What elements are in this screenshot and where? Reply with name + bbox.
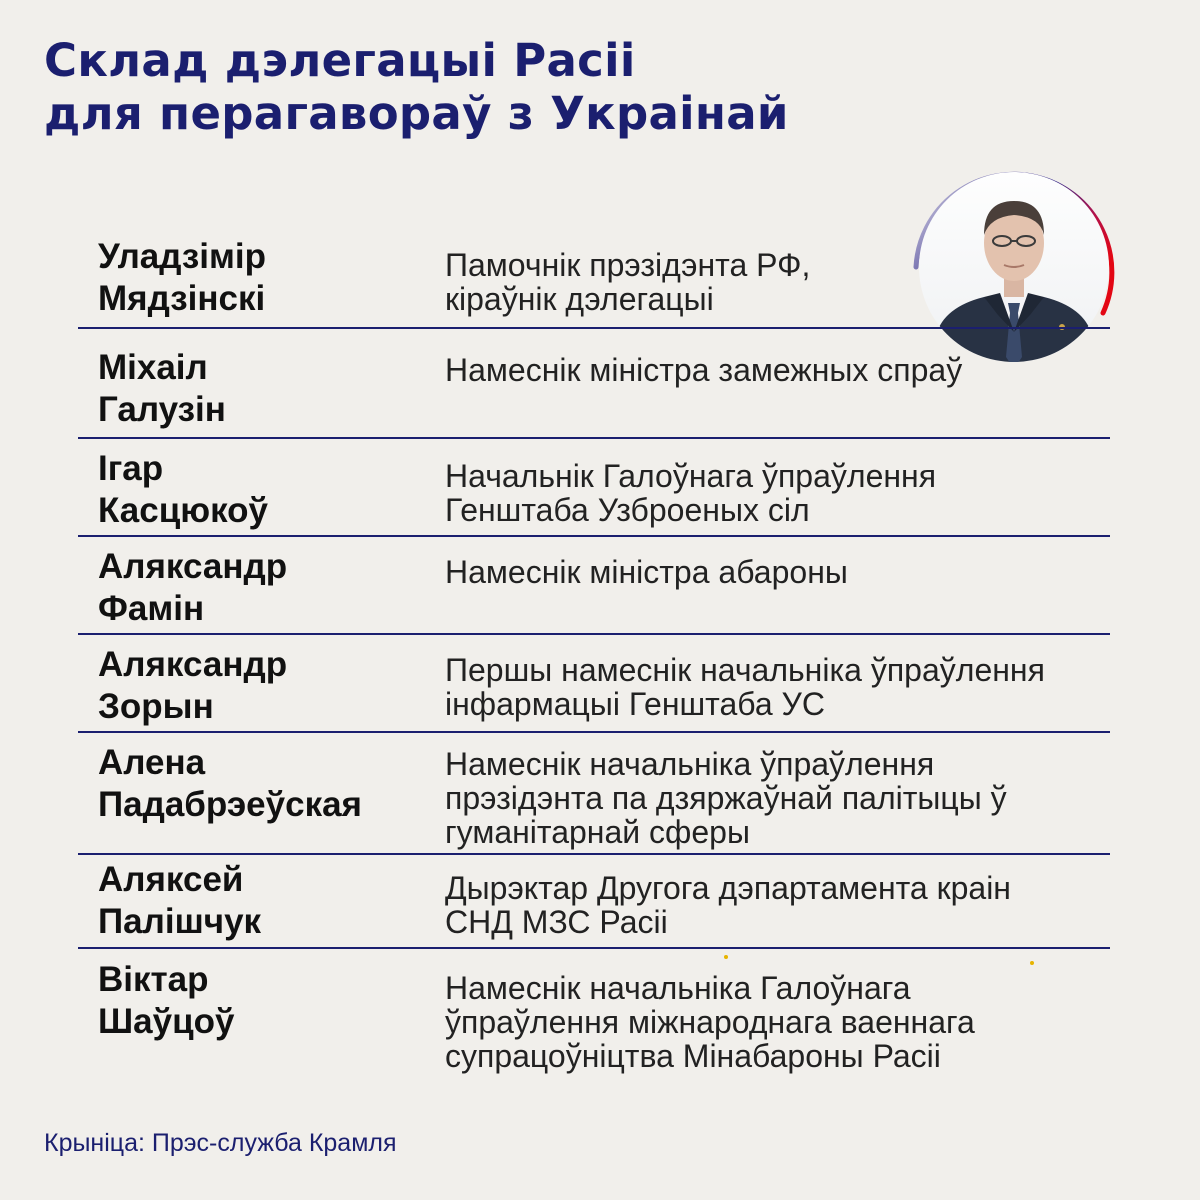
member-role: Першы намеснік начальніка ўпраўлення інфармацыі Генштаба УС	[445, 652, 1045, 722]
member-role: Дырэктар Другога дэпартамента краін СНД МЗС Расіі	[445, 870, 1011, 940]
decorative-dot	[1030, 961, 1034, 965]
list-item	[78, 537, 1110, 635]
member-name: Аляксандр Фамін	[98, 547, 288, 628]
member-name: Аляксей Палішчук	[98, 860, 262, 941]
member-name: Міхаіл Галузін	[98, 348, 226, 429]
member-role: Намеснік міністра замежных спраў	[445, 352, 963, 388]
member-name: Віктар Шаўцоў	[98, 960, 235, 1041]
list-item	[78, 329, 1110, 439]
list-item	[78, 855, 1110, 949]
list-item	[78, 439, 1110, 537]
decorative-dot	[724, 955, 728, 959]
member-role: Начальнік Галоўнага ўпраўлення Генштаба Узброеных сіл	[445, 458, 937, 528]
list-item	[78, 733, 1110, 855]
member-name: Уладзімір Мядзінскі	[98, 237, 267, 318]
member-name: Аляксандр Зорын	[98, 645, 288, 726]
member-role: Намеснік начальніка ўпраўлення прэзідэнта па дзяржаўнай палітыцы ў гуманітарнай сферы	[445, 746, 1007, 850]
list-item	[78, 949, 1110, 1079]
page-title	[44, 34, 789, 140]
member-role: Намеснік начальніка Галоўнага ўпраўлення міжнароднага ваеннага супрацоўніцтва Мінабароны Расіі	[445, 970, 975, 1074]
delegation-list	[78, 226, 1110, 1079]
title-line-1: Склад дэлегацыі Расіі	[44, 34, 636, 87]
member-role: Памочнік прэзідэнта РФ, кіраўнік дэлегацыі	[445, 247, 811, 317]
member-role: Намеснік міністра абароны	[445, 554, 848, 590]
list-item	[78, 226, 1110, 329]
member-name: Ігар Касцюкоў	[98, 449, 269, 530]
title-line-2: для перагавораў з Украінай	[44, 87, 789, 140]
member-name: Алена Падабрэеўская	[98, 743, 362, 824]
list-item	[78, 635, 1110, 733]
source-caption: Крыніца: Прэс-служба Крамля	[44, 1129, 397, 1157]
